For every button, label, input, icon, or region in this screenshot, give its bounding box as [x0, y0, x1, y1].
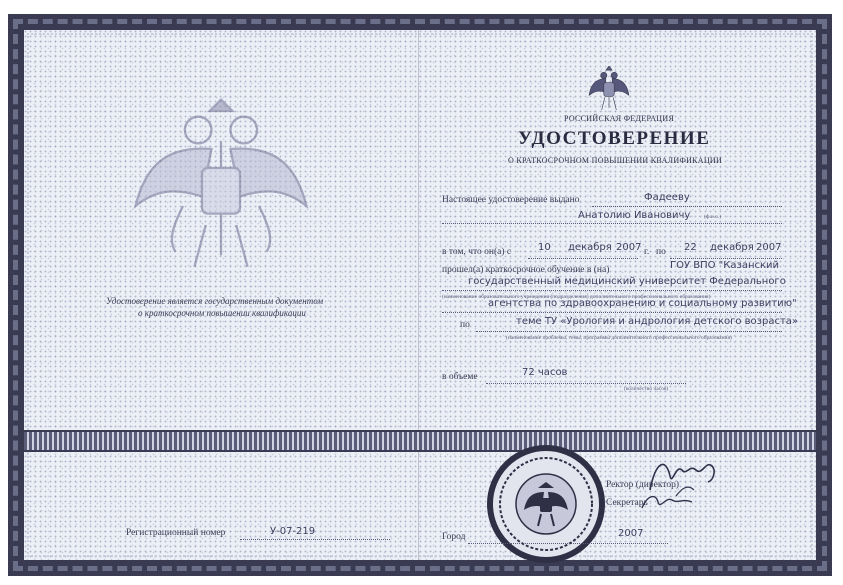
document-subtitle: О КРАТКОСРОЧНОМ ПОВЫШЕНИИ КВАЛИФИКАЦИИ — [508, 156, 723, 165]
given-names: Анатолию Ивановичу — [578, 210, 691, 221]
topic-caption: (наименование проблемы, темы, программы дополнительного профессионального образования) — [506, 335, 732, 341]
to-label: по — [656, 247, 666, 257]
volume-caption: (количество часов) — [624, 386, 669, 392]
institution-line2: государственный медицинский университет Федерального — [468, 276, 786, 287]
city-label: Город — [442, 532, 466, 542]
secretary-label: Секретарь — [606, 498, 648, 508]
institution-line-b — [442, 312, 782, 313]
coat-of-arms-watermark-icon — [126, 92, 316, 282]
registration-number: У-07-219 — [270, 526, 316, 537]
country-name: РОССИЙСКАЯ ФЕДЕРАЦИЯ — [564, 114, 675, 123]
coat-of-arms-icon — [588, 66, 630, 112]
registration-label: Регистрационный номер — [126, 528, 226, 538]
volume: 72 часов — [522, 367, 568, 378]
from-date-line — [528, 258, 638, 259]
to-day: 22 — [684, 242, 697, 253]
institution-line3: агентства по здравоохранению и социальному развитию" — [488, 298, 797, 309]
from-day: 10 — [538, 242, 551, 253]
to-year: 2007 — [756, 242, 782, 253]
registration-line — [240, 539, 390, 540]
topic-line — [476, 331, 782, 332]
issued-label: Настоящее удостоверение выдано — [442, 195, 580, 205]
document-title: УДОСТОВЕРЕНИЕ — [518, 128, 711, 149]
institution-line — [442, 290, 782, 291]
institution-caption: (наименование образовательного учреждения (подразделения) дополнительного профессионального образования) — [442, 294, 711, 300]
to-month: декабря — [710, 242, 754, 253]
issue-year: 2007 — [618, 528, 644, 539]
institution-line1: ГОУ ВПО "Казанский — [670, 260, 780, 271]
secretary-signature — [638, 490, 698, 514]
topic: теме ТУ «Урология и андрология детского возраста» — [516, 316, 799, 327]
topic-label: по — [460, 320, 470, 330]
left-caption-line1: Удостоверение является государственным документом — [106, 296, 324, 306]
in-that-label: в том, что он(а) с — [442, 247, 512, 257]
center-fold — [418, 30, 419, 560]
director-label: Ректор (директор) — [606, 480, 679, 490]
left-caption-line2: о краткосрочном повышении квалификации — [138, 308, 306, 318]
name-caption: (ф.и.о.) — [704, 214, 722, 220]
volume-line — [486, 383, 686, 384]
volume-label: в объеме — [442, 372, 478, 382]
certificate-sheet — [8, 14, 832, 576]
passed-label: прошел(а) краткосрочное обучение в (на) — [442, 265, 610, 275]
surname: Фадееву — [644, 192, 690, 203]
city-line — [468, 543, 668, 544]
from-month: декабря — [568, 242, 612, 253]
to-date-line — [670, 258, 782, 259]
ornamental-band — [24, 430, 816, 452]
surname-line — [592, 206, 782, 207]
official-seal-icon — [486, 444, 606, 564]
given-names-line — [442, 223, 782, 224]
from-year: 2007 — [616, 242, 642, 253]
from-year-suffix: г. — [644, 247, 650, 257]
